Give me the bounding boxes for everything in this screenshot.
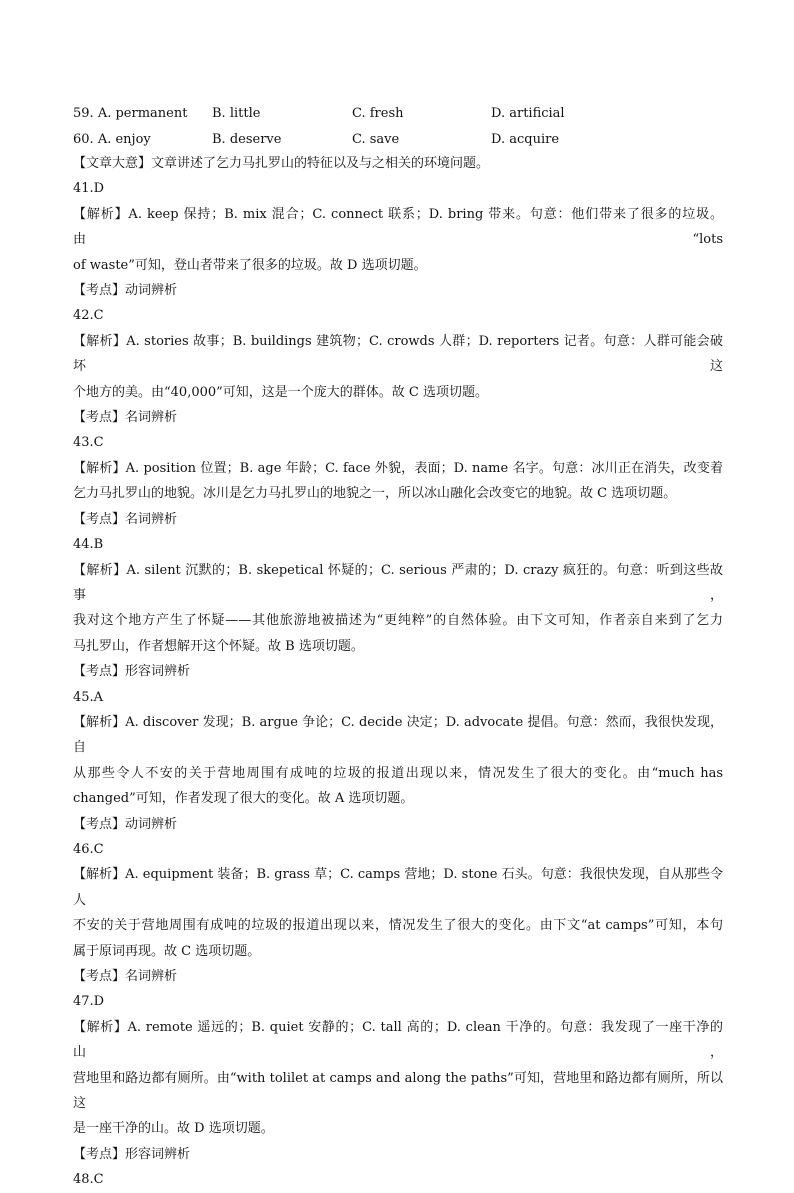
answer-block-41	[73, 176, 723, 303]
analysis-line: 从那些令人不安的关于营地周围有成吨的垃圾的报道出现以来，情况发生了很大的变化。由“much has	[73, 765, 723, 781]
answer-block-48	[73, 1167, 723, 1192]
option-number	[73, 132, 151, 147]
test-point: 【考点】形容词辨析	[73, 664, 191, 680]
option-c: C. fresh	[352, 106, 404, 121]
test-point: 【考点】名词辨析	[73, 410, 178, 426]
analysis-line: 乞力马扎罗山的地貌。冰川是乞力马扎罗山的地貌之一，所以冰山融化会改变它的地貌。故 C 选项切题。	[73, 486, 677, 502]
question-number: 60.	[73, 132, 94, 147]
article-summary: 【文章大意】文章讲述了乞力马扎罗山的特征以及与之相关的环境问题。	[73, 156, 490, 171]
analysis-line: 我对这个地方产生了怀疑——其他旅游地被描述为“更纯粹”的自然体验。由下文可知，作者亲自来到了乞力	[73, 613, 723, 629]
answer-id: 47.D	[73, 994, 105, 1010]
option-number	[73, 106, 187, 121]
answer-content	[73, 151, 723, 1193]
analysis-line: of waste”可知，登山者带来了很多的垃圾。故 D 选项切题。	[73, 257, 427, 273]
analysis-line: 【解析】A. position 位置；B. age 年龄；C. face 外貌，表面；D. name 名字。句意：冰川正在消失，改变着	[73, 460, 723, 476]
analysis-line: 个地方的美。由“40,000”可知，这是一个庞大的群体。故 C 选项切题。	[73, 384, 488, 400]
option-d: D. artificial	[491, 106, 565, 121]
question-number: 59.	[73, 106, 94, 121]
option-d: D. acquire	[491, 132, 560, 147]
answer-block-47	[73, 989, 723, 1167]
analysis-line: changed”可知，作者发现了很大的变化。故 A 选项切题。	[73, 791, 414, 807]
test-point: 【考点】动词辨析	[73, 816, 178, 832]
test-point: 【考点】动词辨析	[73, 283, 178, 299]
answer-block-45	[73, 685, 723, 837]
option-a: A. enjoy	[97, 132, 151, 147]
analysis-line: 【解析】A. remote 遥远的；B. quiet 安静的；C. tall 高的；D. clean 干净的。句意：我发现了一座干净的山，	[73, 1019, 723, 1061]
analysis-line: 【解析】A. silent 沉默的；B. skepetical 怀疑的；C. serious 严肃的；D. crazy 疯狂的。句意：听到这些故事，	[73, 562, 723, 603]
answer-id: 41.D	[73, 181, 105, 197]
analysis-line: 马扎罗山，作者想解开这个怀疑。故 B 选项切题。	[73, 638, 364, 654]
test-point: 【考点】形容词辨析	[73, 1146, 191, 1162]
analysis-line: 营地里和路边都有厕所。由“with tolilet at camps and along the paths”可知，营地里和路边都有厕所，所以这	[73, 1070, 723, 1112]
answer-block-46	[73, 837, 723, 989]
analysis-line: 【解析】A. stories 故事；B. buildings 建筑物；C. crowds 人群；D. reporters 记者。句意：人群可能会破坏这	[73, 333, 723, 375]
analysis-line: 属于原词再现。故 C 选项切题。	[73, 943, 261, 959]
analysis-line: 不安的关于营地周围有成吨的垃圾的报道出现以来，情况发生了很大的变化。由下文“at camps”可知，本句	[73, 918, 723, 934]
answer-id: 43.C	[73, 435, 104, 451]
analysis-line: 【解析】A. keep 保持；B. mix 混合；C. connect 联系；D. bring 带来。句意：他们带来了很多的垃圾。由“lots	[73, 206, 723, 248]
option-c: C. save	[352, 132, 400, 147]
analysis-line: 【解析】A. equipment 装备；B. grass 草；C. camps 营地；D. stone 石头。句意：我很快发现，自从那些令人	[73, 867, 723, 908]
answer-block-42	[73, 303, 723, 430]
answer-id: 42.C	[73, 308, 104, 324]
option-b: B. little	[212, 106, 261, 121]
answer-block-44	[73, 532, 723, 684]
test-point: 【考点】名词辨析	[73, 511, 178, 527]
answer-id: 45.A	[73, 689, 104, 705]
option-b: B. deserve	[212, 132, 282, 147]
test-point: 【考点】名词辨析	[73, 969, 178, 984]
analysis-line: 是一座干净的山。故 D 选项切题。	[73, 1121, 274, 1137]
answer-block-43	[73, 430, 723, 532]
analysis-line: 【解析】A. discover 发现；B. argue 争论；C. decide 决定；D. advocate 提倡。句意：然而，我很快发现，自	[73, 714, 723, 756]
answer-id: 46.C	[73, 841, 104, 857]
option-a: A. permanent	[97, 106, 188, 121]
answer-id: 44.B	[73, 537, 104, 553]
answer-id: 48.C	[73, 1172, 104, 1188]
